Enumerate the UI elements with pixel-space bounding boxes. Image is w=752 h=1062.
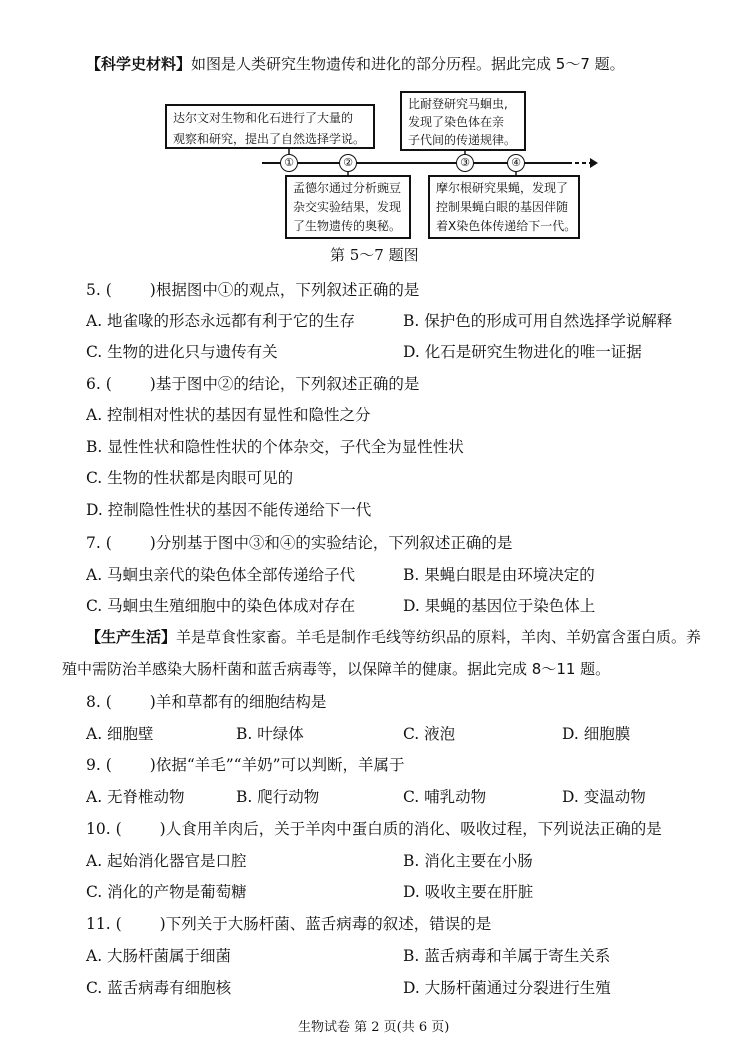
q10-option-b: B. 消化主要在小肠 — [403, 852, 533, 870]
q9-option-a: A. 无脊椎动物 — [86, 788, 185, 806]
morgan-box — [428, 175, 580, 239]
q6-option-c: C. 生物的性状都是肉眼可见的 — [86, 469, 294, 487]
darwin-box — [165, 104, 375, 149]
mendel-line-3: 了生物遗传的奥秘。 — [293, 219, 402, 233]
q5-stem-text: 根据图中①的观点，下列叙述正确的是 — [155, 281, 420, 299]
q5-number: 5. ( — [86, 281, 112, 299]
q5-option-b: B. 保护色的形成可用自然选择学说解释 — [403, 312, 673, 330]
q11-option-d: D. 大肠杆菌通过分裂进行生殖 — [403, 979, 611, 997]
mendel-line-2: 杂交实验结果，发现 — [293, 200, 402, 214]
q5-option-a: A. 地雀喙的形态永远都有利于它的生存 — [86, 312, 356, 330]
q7-close: ) — [149, 534, 156, 552]
q10-close: ) — [159, 820, 166, 838]
marker-2: ② — [339, 154, 357, 172]
van-beneden-box — [400, 91, 526, 151]
question-5-stem — [86, 278, 419, 300]
q6-number: 6. ( — [86, 375, 112, 393]
q6-stem-text: 基于图中②的结论，下列叙述正确的是 — [155, 375, 420, 393]
morgan-line-1: 摩尔根研究果蝇，发现了 — [436, 181, 569, 195]
q8-number: 8. ( — [86, 693, 112, 711]
q6-close: ) — [149, 375, 156, 393]
marker-4: ④ — [507, 154, 525, 172]
q7-option-b: B. 果蝇白眼是由环境决定的 — [403, 566, 595, 584]
section-header-production-life — [86, 626, 701, 647]
page-footer: 生物试卷 第 2 页(共 6 页) — [298, 1020, 450, 1035]
q8-stem-text: 羊和草都有的细胞结构是 — [155, 693, 327, 711]
q5-option-d: D. 化石是研究生物进化的唯一证据 — [403, 343, 642, 361]
question-7-stem — [86, 531, 512, 553]
q10-stem-text: 人食用羊肉后，关于羊肉中蛋白质的消化、吸收过程，下列说法正确的是 — [165, 820, 662, 838]
q5-option-c: C. 生物的进化只与遗传有关 — [86, 343, 278, 361]
q10-option-c: C. 消化的产物是葡萄糖 — [86, 883, 247, 901]
section-text: 如图是人类研究生物遗传和进化的部分历程。据此完成 5～7 题。 — [191, 55, 625, 73]
q11-close: ) — [159, 915, 166, 933]
q9-stem-text: 依据“羊毛”“羊奶”可以判断，羊属于 — [155, 756, 405, 774]
q9-number: 9. ( — [86, 756, 112, 774]
q10-option-d: D. 吸收主要在肝脏 — [403, 883, 534, 901]
morgan-line-2: 控制果蝇白眼的基因伴随 — [436, 200, 569, 214]
question-8-stem — [86, 690, 326, 712]
q7-number: 7. ( — [86, 534, 112, 552]
mendel-box — [285, 175, 411, 239]
q10-option-a: A. 起始消化器官是口腔 — [86, 852, 247, 870]
marker-1: ① — [280, 154, 298, 172]
mendel-line-1: 孟德尔通过分析豌豆 — [293, 181, 402, 195]
darwin-line-2: 观察和研究，提出了自然选择学说。 — [173, 132, 366, 146]
marker-3: ③ — [456, 154, 474, 172]
q7-option-a: A. 马蛔虫亲代的染色体全部传递给子代 — [86, 566, 356, 584]
section2-tag: 【生产生活】 — [86, 628, 177, 646]
question-11-stem — [86, 912, 491, 934]
darwin-line-1: 达尔文对生物和化石进行了大量的 — [173, 111, 354, 125]
q7-stem-text: 分别基于图中③和④的实验结论，下列叙述正确的是 — [155, 534, 513, 552]
q11-option-a: A. 大肠杆菌属于细菌 — [86, 947, 232, 965]
q9-close: ) — [149, 756, 156, 774]
section2-line-1: 羊是草食性家畜。羊毛是制作毛线等纺织品的原料，羊肉、羊奶富含蛋白质。养 — [176, 628, 702, 646]
q9-option-c: C. 哺乳动物 — [403, 788, 487, 806]
q9-option-b: B. 爬行动物 — [236, 788, 320, 806]
q6-option-b: B. 显性性状和隐性性状的个体杂交，子代全为显性性状 — [86, 438, 464, 456]
q6-option-a: A. 控制相对性状的基因有显性和隐性之分 — [86, 406, 371, 424]
q8-option-c: C. 液泡 — [403, 725, 456, 743]
q11-option-b: B. 蓝舌病毒和羊属于寄生关系 — [403, 947, 611, 965]
q9-option-d: D. 变温动物 — [562, 788, 646, 806]
q7-option-d: D. 果蝇的基因位于染色体上 — [403, 597, 596, 615]
q11-option-c: C. 蓝舌病毒有细胞核 — [86, 979, 232, 997]
figure-caption: 第 5～7 题图 — [330, 246, 419, 264]
morgan-line-3: 着X染色体传递给下一代。 — [436, 219, 577, 233]
q11-stem-text: 下列关于大肠杆菌、蓝舌病毒的叙述，错误的是 — [165, 915, 492, 933]
q8-option-b: B. 叶绿体 — [236, 725, 304, 743]
q10-number: 10. ( — [86, 820, 122, 838]
q8-option-d: D. 细胞膜 — [562, 725, 631, 743]
section-tag: 【科学史材料】 — [86, 55, 192, 73]
q8-close: ) — [149, 693, 156, 711]
q11-number: 11. ( — [86, 915, 122, 933]
q5-close: ) — [149, 281, 156, 299]
question-6-stem — [86, 372, 419, 394]
question-9-stem — [86, 753, 405, 775]
q8-option-a: A. 细胞壁 — [86, 725, 154, 743]
question-10-stem — [86, 817, 662, 839]
van-beneden-line-1: 比耐登研究马蛔虫, — [408, 97, 508, 111]
van-beneden-line-2: 发现了染色体在亲 — [408, 115, 505, 129]
q7-option-c: C. 马蛔虫生殖细胞中的染色体成对存在 — [86, 597, 356, 615]
van-beneden-line-3: 子代间的传递规律。 — [408, 133, 517, 147]
q6-option-d: D. 控制隐性性状的基因不能传递给下一代 — [86, 501, 372, 519]
section2-line-2: 殖中需防治羊感染大肠杆菌和蓝舌病毒等，以保障羊的健康。据此完成 8～11 题。 — [62, 660, 611, 678]
